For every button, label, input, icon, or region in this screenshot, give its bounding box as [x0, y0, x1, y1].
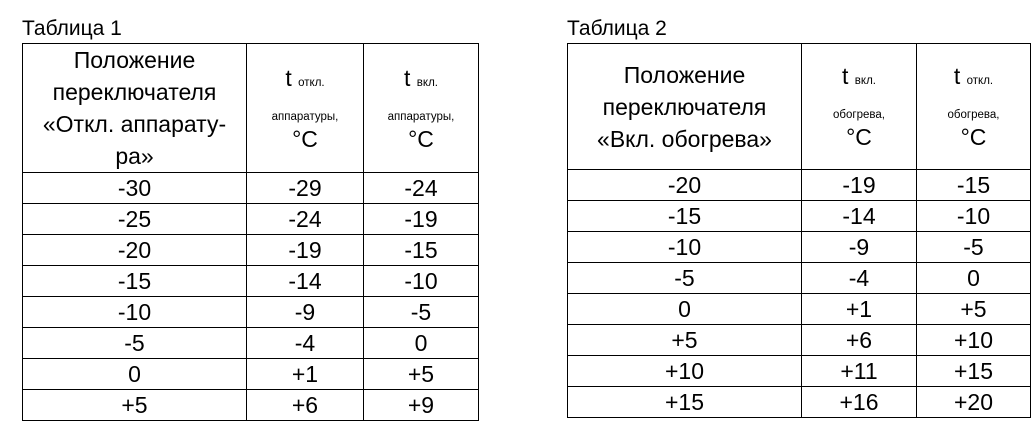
- table-cell: -24: [247, 204, 364, 235]
- table-row: [568, 294, 1031, 325]
- table-cell: +15: [568, 387, 802, 418]
- temperature-description: аппаратуры,: [271, 110, 339, 123]
- table-cell: 0: [23, 359, 247, 390]
- temperature-subscript: откл.: [966, 75, 994, 87]
- table-cell: -9: [802, 232, 917, 263]
- temperature-description: аппаратуры,: [387, 110, 455, 123]
- table-cell: +1: [802, 294, 917, 325]
- table-row: [568, 356, 1031, 387]
- table-cell: -24: [364, 173, 479, 204]
- table-row: [568, 201, 1031, 232]
- temperature-symbol: t: [953, 63, 961, 89]
- table-cell: -5: [23, 328, 247, 359]
- table-row: [23, 173, 479, 204]
- table1-caption: Таблица 1: [22, 17, 122, 40]
- table1: [22, 43, 479, 421]
- temperature-unit: °С: [292, 125, 318, 152]
- temperature-symbol-line: [802, 63, 916, 94]
- table-row: [23, 204, 479, 235]
- table2-header-position: [568, 44, 802, 170]
- table-cell: -29: [247, 173, 364, 204]
- header-line: Положение: [73, 47, 196, 73]
- table-cell: +15: [917, 356, 1031, 387]
- temperature-subscript: вкл.: [854, 75, 876, 87]
- table-cell: -10: [364, 266, 479, 297]
- table-cell: -10: [568, 232, 802, 263]
- table-cell: -10: [23, 297, 247, 328]
- table-cell: -15: [364, 235, 479, 266]
- table2-header-t-on: [802, 44, 917, 170]
- table-cell: -5: [568, 263, 802, 294]
- table-row: [568, 170, 1031, 201]
- table-cell: +5: [364, 359, 479, 390]
- header-line: Положение: [623, 61, 746, 88]
- table-cell: +16: [802, 387, 917, 418]
- table-cell: +10: [568, 356, 802, 387]
- table-cell: -19: [364, 204, 479, 235]
- table2-header-t-off: [917, 44, 1031, 170]
- table-row: [568, 387, 1031, 418]
- table-row: [23, 390, 479, 421]
- table-cell: +11: [802, 356, 917, 387]
- temperature-symbol: t: [285, 64, 292, 91]
- temperature-subscript: вкл.: [416, 76, 438, 89]
- temperature-unit: °С: [408, 125, 434, 152]
- temperature-subscript: откл.: [298, 76, 325, 89]
- table-cell: +1: [247, 359, 364, 390]
- table-cell: -15: [917, 170, 1031, 201]
- temperature-unit: °С: [846, 124, 872, 150]
- temperature-description: обогрева,: [947, 109, 1000, 121]
- temperature-symbol: t: [404, 64, 411, 91]
- table-cell: +5: [917, 294, 1031, 325]
- table-cell: 0: [568, 294, 802, 325]
- table-cell: -19: [247, 235, 364, 266]
- header-line: «Вкл. обогрева»: [597, 125, 772, 152]
- table-cell: -4: [247, 328, 364, 359]
- table1-header-row: [23, 44, 479, 173]
- table1-header-position: [23, 44, 247, 173]
- table-cell: +20: [917, 387, 1031, 418]
- temperature-symbol: t: [842, 63, 849, 89]
- table-cell: -4: [802, 263, 917, 294]
- table-row: [23, 328, 479, 359]
- table-cell: -14: [802, 201, 917, 232]
- table-cell: -5: [917, 232, 1031, 263]
- temperature-symbol-line: [917, 63, 1030, 94]
- table-cell: -15: [23, 266, 247, 297]
- table-row: [23, 359, 479, 390]
- header-line: «Откл. аппарату-: [42, 111, 227, 137]
- temperature-description: обогрева,: [833, 109, 885, 121]
- temperature-symbol-line: [364, 65, 478, 96]
- table-cell: -9: [247, 297, 364, 328]
- table-cell: -30: [23, 173, 247, 204]
- table-cell: -19: [802, 170, 917, 201]
- table-row: [568, 232, 1031, 263]
- table2-caption: Таблица 2: [567, 17, 667, 40]
- table-row: [23, 297, 479, 328]
- table-cell: +5: [23, 390, 247, 421]
- table-cell: 0: [917, 263, 1031, 294]
- table-row: [23, 235, 479, 266]
- table-cell: -14: [247, 266, 364, 297]
- temperature-symbol-line: [247, 65, 363, 96]
- table-cell: -15: [568, 201, 802, 232]
- table2-header-row: [568, 44, 1031, 170]
- table-row: [568, 325, 1031, 356]
- table1-header-t-on: [364, 44, 479, 173]
- table-cell: +5: [568, 325, 802, 356]
- table-cell: -25: [23, 204, 247, 235]
- table-cell: -10: [917, 201, 1031, 232]
- header-line: переключателя: [52, 79, 217, 105]
- table-row: [23, 266, 479, 297]
- table-cell: +10: [917, 325, 1031, 356]
- table-cell: +9: [364, 390, 479, 421]
- header-line: ра»: [115, 143, 154, 169]
- temperature-unit: °С: [960, 124, 987, 150]
- table-cell: -20: [568, 170, 802, 201]
- table1-header-t-off: [247, 44, 364, 173]
- table-cell: +6: [802, 325, 917, 356]
- table-cell: +6: [247, 390, 364, 421]
- table-cell: -5: [364, 297, 479, 328]
- table-row: [568, 263, 1031, 294]
- table-cell: 0: [364, 328, 479, 359]
- table-cell: -20: [23, 235, 247, 266]
- header-line: переключателя: [602, 93, 767, 120]
- table2: [567, 43, 1031, 418]
